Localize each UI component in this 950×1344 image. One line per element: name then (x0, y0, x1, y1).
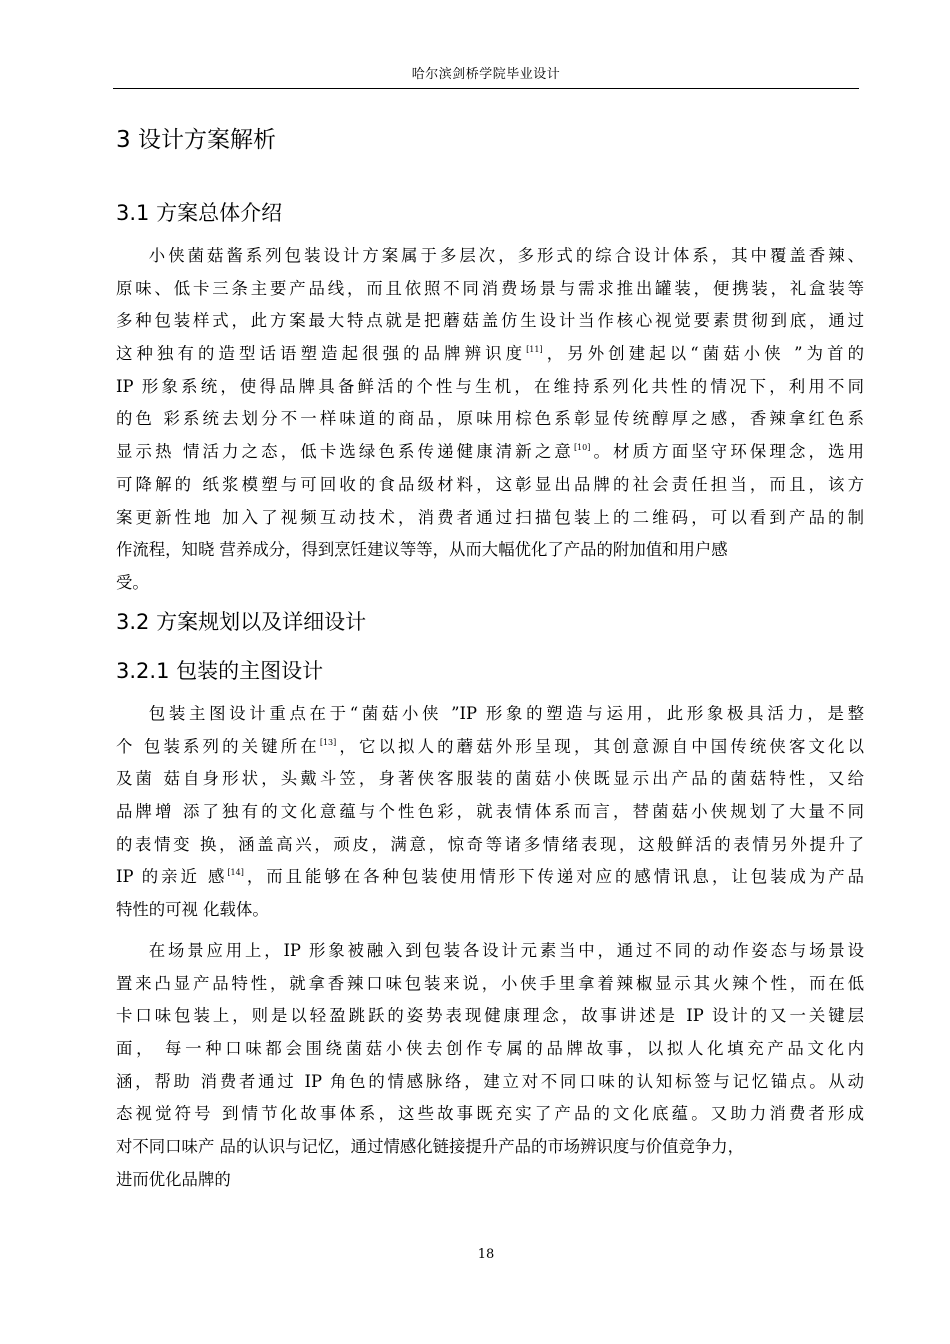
text-line: 卡口味包装上，则是以轻盈跳跃的姿势表现健康理念，故事讲述是 IP 设计的又一关键层 (116, 1006, 864, 1026)
page-number: 18 (477, 1247, 495, 1262)
text-line: 态视觉符号 到情节化故事体系，这些故事既充实了产品的文化底蕴。又助力消费者形成 (116, 1104, 864, 1124)
text-line: 多种包装样式，此方案最大特点就是把蘑菇盖仿生设计当作核心视觉要素贯彻到底，通过 (116, 311, 864, 331)
text-line: 涵，帮助 消费者通过 IP 角色的情感脉络，建立对不同口味的认知标签与记忆锚点。从动 (116, 1071, 864, 1091)
citation-ref: [11] (526, 345, 543, 355)
text-fragment: 这种独有的造型话语塑造起很强的品牌辨识度 (116, 344, 527, 364)
text-line: 特性的可视 化载体。 (116, 900, 269, 920)
text-line: 案更新性地 加入了视频互动技术，消费者通过扫描包装上的二维码，可以看到产品的制 (116, 507, 864, 527)
text-fragment: 个 包装系列的关键所在 (116, 736, 320, 756)
text-line: 受。 (116, 572, 149, 592)
header-divider (113, 88, 859, 89)
section-heading-3-1: 3.1 方案总体介绍 (116, 201, 283, 225)
text-line: 对不同口味产 品的认识与记忆，通过情感化链接提升产品的市场辨识度与价值竞争力， (116, 1137, 745, 1157)
text-line: 进而优化品牌的 (116, 1169, 231, 1189)
subsection-heading-3-2-1: 3.2.1 包装的主图设计 (116, 659, 324, 683)
text-fragment: ，另外创建起以“菌菇小侠 ”为首的 (542, 344, 865, 364)
text-line: 及菌 菇自身形状，头戴斗笠，身著侠客服装的菌菇小侠既显示出产品的菌菇特性，又给 (116, 769, 864, 789)
citation-ref: [13] (319, 737, 337, 747)
text-fragment: ，它以拟人的蘑菇外形呈现，其创意源自中国传统侠客文化以 (336, 736, 864, 756)
text-line: 的表情变 换，涵盖高兴，顽皮，满意，惊奇等诸多情绪表现，这般鲜活的表情另外提升了 (116, 834, 864, 854)
text-line: 置来凸显产品特性，就拿香辣口味包装来说，小侠手里拿着辣椒显示其火辣个性，而在低 (116, 973, 864, 993)
text-line (116, 731, 864, 764)
chapter-heading: 3 设计方案解析 (116, 127, 276, 153)
text-fragment: IP 的亲近 感 (116, 867, 228, 887)
text-line: 原味、低卡三条主要产品线，而且依照不同消费场景与需求推出罐装，便携装，礼盒装等 (116, 278, 864, 298)
page-header-title: 哈尔滨剑桥学院毕业设计 (411, 67, 561, 82)
text-line (116, 861, 864, 894)
text-line: 可降解的 纸浆模塑与可回收的食品级材料，这彰显出品牌的社会责任担当，而且，该方 (116, 474, 864, 494)
section-heading-3-2: 3.2 方案规划以及详细设计 (116, 610, 367, 634)
text-line: 面， 每一种口味都会围绕菌菇小侠去创作专属的品牌故事，以拟人化填充产品文化内 (116, 1039, 864, 1059)
text-line: 的色 彩系统去划分不一样味道的商品，原味用棕色系彰显传统醇厚之感，香辣拿红色系 (116, 409, 864, 429)
citation-ref: [10] (573, 443, 591, 453)
citation-ref: [14] (227, 868, 244, 878)
text-line: IP 形象系统，使得品牌具备鲜活的个性与生机，在维持系列化共性的情况下，利用不同 (116, 376, 864, 396)
paragraph-overview (116, 240, 864, 600)
text-line: 作流程，知晓 营养成分，得到烹饪建议等等，从而大幅优化了产品的附加值和用户感 (116, 540, 728, 560)
text-fragment: 显示热 情活力之态，低卡选绿色系传递健康清新之意 (116, 442, 574, 462)
text-line: 品牌增 添了独有的文化意蕴与个性色彩，就表情体系而言，替菌菇小侠规划了大量不同 (116, 802, 864, 822)
text-line (116, 436, 864, 469)
text-fragment: ，而且能够在各种包装使用情形下传递对应的感情讯息，让包装成为产品 (243, 867, 864, 887)
paragraph-scene-application (116, 935, 864, 1197)
text-line: 包装主图设计重点在于“菌菇小侠 ”IP 形象的塑造与运用，此形象极具活力，是整 (148, 704, 864, 723)
text-line (116, 338, 864, 371)
paragraph-main-design (116, 698, 864, 927)
text-line: 小侠菌菇酱系列包装设计方案属于多层次，多形式的综合设计体系，其中覆盖香辣、 (148, 246, 864, 265)
text-line: 在场景应用上，IP 形象被融入到包装各设计元素当中，通过不同的动作姿态与场景设 (148, 941, 864, 960)
text-fragment: 。材质方面坚守环保理念，选用 (590, 442, 865, 462)
